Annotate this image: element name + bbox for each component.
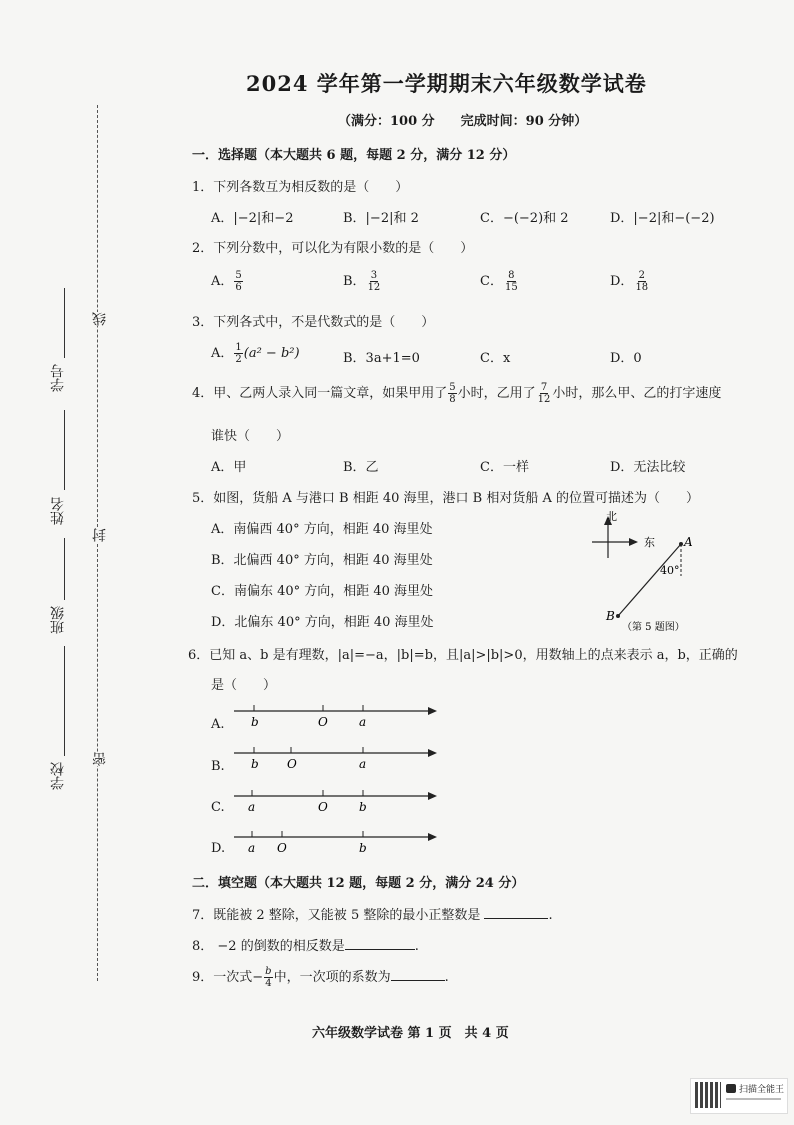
question-9-text-part2: 中，一次项的系数为	[273, 970, 391, 985]
exam-meta: （满分：100 分 完成时间：90 分钟）	[338, 114, 588, 129]
school-field[interactable]	[64, 646, 65, 756]
question-3-option-a[interactable]	[211, 342, 300, 365]
origin-label: O	[318, 800, 328, 814]
section-2-heading: 二．填空题（本大题共 12 题，每题 2 分，满分 24 分）	[192, 876, 525, 891]
question-6-option-d-label[interactable]: D.	[211, 841, 226, 856]
answer-blank[interactable]	[391, 968, 445, 981]
point-label: b	[359, 841, 367, 855]
question-7: 7．既能被 2 整除，又能被 5 整除的最小正整数是 .	[192, 908, 553, 923]
student-number-field[interactable]	[64, 288, 65, 358]
point-b-label: B	[606, 609, 615, 623]
binding-mark-xian: 线	[92, 312, 108, 326]
question-6-stem-line2: 是（ ）	[211, 678, 277, 693]
question-2-option-d[interactable]	[610, 270, 650, 293]
scanner-subtext	[726, 1098, 781, 1100]
question-4-option-b[interactable]: B．乙	[343, 460, 379, 475]
question-5-option-b[interactable]: B．北偏西 40° 方向，相距 40 海里处	[211, 553, 433, 568]
question-4-stem	[192, 382, 721, 405]
class-label: 班级	[50, 606, 66, 634]
point-label: b	[251, 715, 259, 729]
fraction	[504, 270, 519, 293]
east-arrow-icon	[629, 538, 638, 546]
point-label: b	[359, 800, 367, 814]
binding-mark-feng: 封	[92, 528, 108, 542]
question-1-option-d[interactable]: D．|−2|和−(−2)	[610, 211, 715, 226]
fraction-denominator: 18	[635, 282, 649, 293]
question-6-option-c-numberline[interactable]	[232, 787, 442, 815]
point-label: a	[359, 715, 367, 729]
page-title: 2024 学年第一学期期末六年级数学试卷	[246, 71, 647, 96]
fraction	[448, 382, 456, 405]
origin-label: O	[277, 841, 287, 855]
option-label: D．	[610, 274, 634, 289]
question-6-option-c-label[interactable]: C.	[211, 800, 225, 815]
question-1-option-c[interactable]: C．−(−2)和 2	[480, 211, 569, 226]
binding-line	[97, 105, 98, 981]
fraction	[234, 342, 242, 365]
question-5-stem: 5．如图，货船 A 与港口 B 相距 40 海里，港口 B 相对货船 A 的位置可描述为（ ）	[192, 491, 700, 506]
question-5-figure	[588, 506, 718, 636]
option-label: A．	[211, 274, 234, 289]
fraction	[367, 270, 382, 293]
scanner-watermark	[690, 1078, 788, 1114]
fraction-denominator: 8	[449, 394, 456, 405]
question-4-stem-part2: 小时，乙用了	[457, 386, 536, 401]
fraction-numerator: 1	[235, 342, 242, 353]
fraction-denominator: 2	[235, 354, 242, 365]
question-3-option-c[interactable]: C．x	[480, 351, 511, 366]
origin-label: O	[287, 757, 297, 771]
question-4-option-c[interactable]: C．一样	[480, 460, 529, 475]
question-3-stem: 3．下列各式中，不是代数式的是（ ）	[192, 315, 435, 330]
question-5-option-d[interactable]: D．北偏东 40° 方向，相距 40 海里处	[211, 615, 434, 630]
student-number-label: 学号	[50, 364, 66, 392]
point-label: a	[248, 800, 256, 814]
scanner-logo-icon	[726, 1084, 736, 1093]
point-label: a	[248, 841, 256, 855]
question-5-option-c[interactable]: C．南偏东 40° 方向，相距 40 海里处	[211, 584, 434, 599]
fraction	[264, 966, 272, 989]
fraction-denominator: 6	[235, 282, 242, 293]
fraction-denominator: 12	[537, 394, 551, 405]
fraction-numerator: 5	[235, 270, 242, 281]
arrow-icon	[428, 833, 437, 841]
question-4-option-d[interactable]: D．无法比较	[610, 460, 686, 475]
arrow-icon	[428, 749, 437, 757]
fraction	[537, 382, 552, 405]
question-4-option-a[interactable]: A．甲	[211, 460, 247, 475]
question-4-stem-part1: 4．甲、乙两人录入同一篇文章，如果甲用了	[192, 386, 448, 401]
name-field[interactable]	[64, 410, 65, 490]
question-6-option-d-numberline[interactable]	[232, 828, 442, 856]
fraction-numerator: 8	[508, 270, 515, 281]
east-label: 东	[644, 536, 655, 549]
question-2-option-c[interactable]	[480, 270, 520, 293]
fraction-numerator: b	[265, 966, 272, 977]
arrow-icon	[428, 707, 437, 715]
question-6-option-a-label[interactable]: A.	[211, 717, 225, 732]
question-3-option-b[interactable]: B．3a+1=0	[343, 351, 420, 366]
north-label: 北	[606, 510, 617, 523]
section-1-heading: 一．选择题（本大题共 6 题，每题 2 分，满分 12 分）	[192, 148, 516, 163]
question-8-text: 8． −2 的倒数的相反数是	[192, 939, 345, 954]
qr-code-icon	[695, 1082, 721, 1108]
fraction-numerator: 2	[638, 270, 645, 281]
fraction	[634, 270, 649, 293]
question-6-option-b-label[interactable]: B.	[211, 759, 225, 774]
option-label: B．	[343, 274, 366, 289]
question-5-option-a[interactable]: A．南偏西 40° 方向，相距 40 海里处	[211, 522, 433, 537]
point-label: b	[251, 757, 259, 771]
question-1-option-b[interactable]: B．|−2|和 2	[343, 211, 419, 226]
arrow-icon	[428, 792, 437, 800]
question-9: 9．一次式− $\frac{b}{4}$ 中，一次项的系数为 .	[192, 966, 449, 989]
question-3-option-d[interactable]: D．0	[610, 351, 642, 366]
question-6-option-b-numberline[interactable]	[232, 744, 442, 772]
question-2-option-a[interactable]	[211, 270, 244, 293]
fraction-denominator: 12	[367, 282, 381, 293]
point-a	[679, 542, 683, 546]
question-6-stem: 6．已知 a、b 是有理数，|a|=−a，|b|=b，且|a|>|b|>0，用数轴上的点来表示 a，b，正确的	[188, 648, 738, 663]
figure-caption: （第 5 题图）	[622, 622, 685, 633]
question-2-option-b[interactable]	[343, 270, 382, 293]
fraction-numerator: 5	[449, 382, 456, 393]
answer-blank[interactable]	[345, 937, 415, 950]
option-label: C．	[480, 274, 503, 289]
school-label: 学校	[50, 762, 66, 790]
question-7-text: 7．既能被 2 整除，又能被 5 整除的最小正整数是	[192, 908, 481, 923]
segment-ab	[618, 544, 681, 616]
point-label: a	[359, 757, 367, 771]
name-label: 姓名	[50, 497, 66, 525]
question-2-stem: 2．下列分数中，可以化为有限小数的是（ ）	[192, 241, 474, 256]
fraction-numerator: 7	[540, 382, 548, 393]
scanner-brand: 扫描全能王	[739, 1085, 785, 1095]
question-9-text-part1: 9．一次式−	[192, 970, 264, 985]
angle-label: 40°	[660, 564, 680, 577]
binding-mark-mi: 密	[92, 752, 108, 766]
fraction-numerator: 3	[370, 270, 378, 281]
fraction-denominator: 4	[265, 978, 272, 989]
question-1-option-a[interactable]: A．|−2|和−2	[211, 211, 294, 226]
class-field[interactable]	[64, 538, 65, 600]
fraction	[234, 270, 242, 293]
answer-blank[interactable]	[484, 906, 548, 919]
option-label: A．	[211, 346, 234, 361]
question-1-stem: 1．下列各数互为相反数的是（ ）	[192, 180, 409, 195]
point-b	[616, 614, 620, 618]
question-4-stem-part3: 小时，那么甲、乙的打字速度	[552, 386, 722, 401]
question-4-stem-line2: 谁快（ ）	[211, 429, 290, 444]
question-6-option-a-numberline[interactable]	[232, 702, 442, 730]
origin-label: O	[318, 715, 328, 729]
page-footer: 六年级数学试卷 第 1 页 共 4 页	[312, 1026, 509, 1041]
expression: (a² − b²)	[243, 346, 300, 361]
point-a-label: A	[684, 535, 693, 549]
fraction-denominator: 15	[504, 282, 518, 293]
question-8: 8． −2 的倒数的相反数是 .	[192, 939, 419, 954]
